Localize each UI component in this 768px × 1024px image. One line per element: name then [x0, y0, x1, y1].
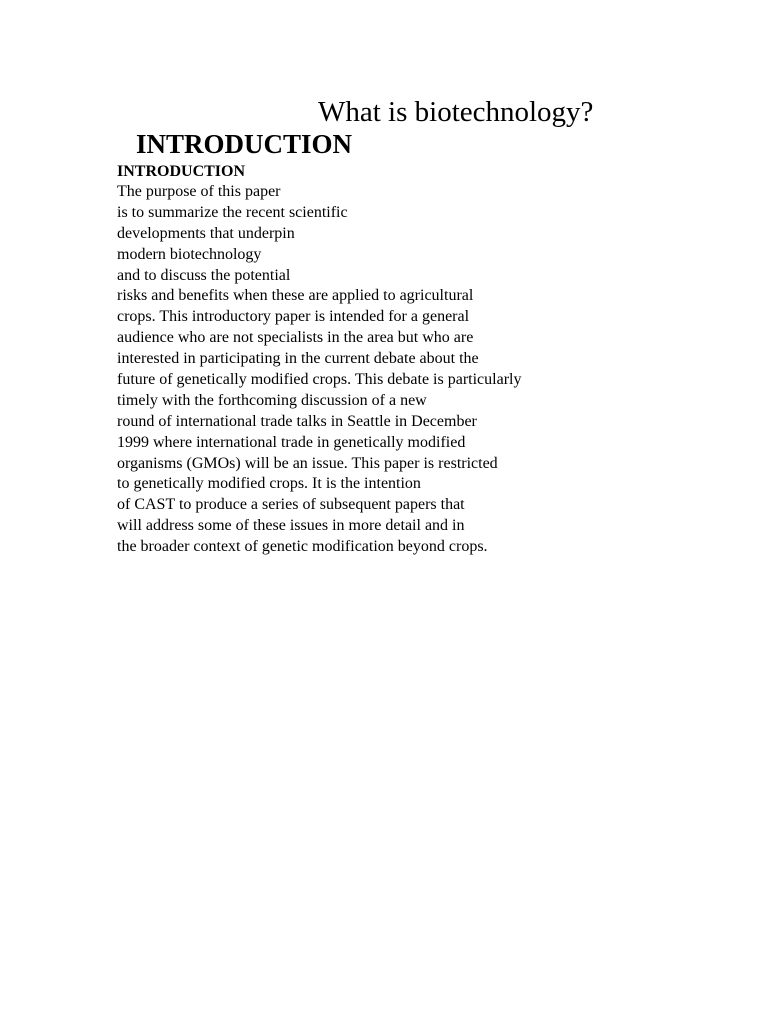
body-line: developments that underpin — [117, 224, 295, 242]
body-line: future of genetically modified crops. This debate is particularly — [117, 371, 522, 389]
body-line: audience who are not specialists in the area but who are — [117, 329, 474, 347]
body-line: modern biotechnology — [117, 245, 262, 263]
body-line: interested in participating in the current debate about the — [117, 350, 479, 368]
body-line: and to discuss the potential — [117, 266, 291, 284]
section-subheading: INTRODUCTION — [117, 163, 246, 180]
body-line: of CAST to produce a series of subsequent papers that — [117, 496, 465, 514]
section-heading: INTRODUCTION — [136, 129, 353, 159]
body-line: organisms (GMOs) will be an issue. This paper is restricted — [117, 454, 498, 472]
body-line: round of international trade talks in Seattle in December — [117, 412, 477, 430]
body-text — [117, 182, 521, 558]
body-line: 1999 where international trade in genetically modified — [117, 433, 466, 451]
document-title: What is biotechnology? — [318, 96, 594, 128]
body-line: crops. This introductory paper is intended for a general — [117, 308, 470, 326]
body-line: risks and benefits when these are applied to agricultural — [117, 287, 474, 305]
body-line: is to summarize the recent scientific — [117, 203, 348, 221]
body-line: timely with the forthcoming discussion of a new — [117, 391, 427, 409]
body-line: to genetically modified crops. It is the intention — [117, 475, 421, 493]
body-line: The purpose of this paper — [117, 183, 281, 200]
body-line: the broader context of genetic modification beyond crops. — [117, 538, 488, 556]
body-line: will address some of these issues in more detail and in — [117, 517, 465, 535]
